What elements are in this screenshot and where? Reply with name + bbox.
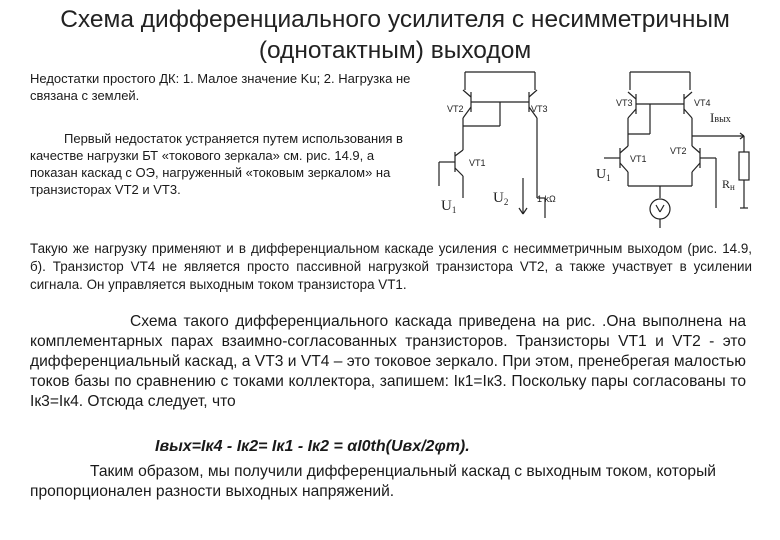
page-title: Схема дифференциального усилителя с несимметричным (однотактным) выходом (60, 6, 730, 64)
rload-sub: н (730, 182, 735, 192)
svg-text:Iвых (710, 110, 731, 125)
paragraph-3 (30, 312, 746, 412)
r-label: 1 kΩ (537, 194, 556, 204)
vt4-label-b: VT4 (694, 98, 711, 108)
u1-label-b: U (596, 167, 607, 182)
paragraph-2: Такую же нагрузку применяют и в дифференциальном каскаде усиления с несимметричным выходом (рис. 14.9, б). Транзистор VT4 не является просто пассивной нагрузкой транзистора VT2, а также участвует в усилении сигнала. Он управляется выходным током транзистора VT1. (30, 241, 752, 292)
figure-b-circuit (590, 68, 755, 233)
vt2-label: VT2 (447, 104, 464, 114)
output-current-formula: Iвых=Iк4 - Iк2= Iк1 - Iк2 = αI0th(Uвх/2φт). (155, 438, 470, 455)
u2-sub: 2 (503, 197, 509, 207)
u1-sub-b: 1 (606, 173, 611, 183)
drawbacks-text: Недостатки простого ДК: 1. Малое значение Ku; 2. Нагрузка не связана с землей. (30, 71, 411, 103)
u1-label: U (441, 198, 452, 214)
svg-text:Rн (722, 177, 735, 192)
vt2-label-b: VT2 (670, 146, 687, 156)
rload-label: R (722, 177, 731, 191)
vt3-label: VT3 (531, 104, 548, 114)
iout-label: I (710, 110, 715, 125)
u2-label: U (493, 190, 504, 206)
vt3-label-b: VT3 (616, 98, 633, 108)
paragraph-4-text: Таким образом, мы получили дифференциальный каскад с выходным током, который пропорционален разности выходных напряжений. (30, 463, 716, 500)
svg-text:U2 (493, 190, 508, 207)
vt1-label: VT1 (469, 158, 486, 168)
vt1-label-b: VT1 (630, 154, 647, 164)
iout-sub: вых (714, 114, 731, 125)
paragraph-3-text: Схема такого дифференциального каскада приведена на рис. .Она выполнена на комплементарных парах взаимно-согласованных транзисторов. Транзисторы VT1 и VT2 - это дифференциальный каскад, а VT3 и VT4 – это токовое зеркало. При этом, пренебрегая малостью токов базы по сравнению с токами коллектора, запишем: Iк1=Iк3. Поскольку пары согласованы то Iк3=Iк4. Отсюда следует, что (30, 313, 746, 410)
remedy-text: Первый недостаток устраняется путем использования в качестве нагрузки БТ «токового зеркала» см. рис. 14.9, а показан каскад с ОЭ, нагруженный «токовым зеркалом» на транзисторах VT2 и VT3. (30, 131, 403, 197)
figure-a-circuit (425, 68, 580, 228)
svg-text:U1 (596, 167, 611, 183)
svg-text:U1 (441, 198, 456, 215)
paragraph-4 (30, 462, 746, 502)
u1-sub: 1 (451, 205, 457, 215)
intro-block (30, 70, 420, 198)
